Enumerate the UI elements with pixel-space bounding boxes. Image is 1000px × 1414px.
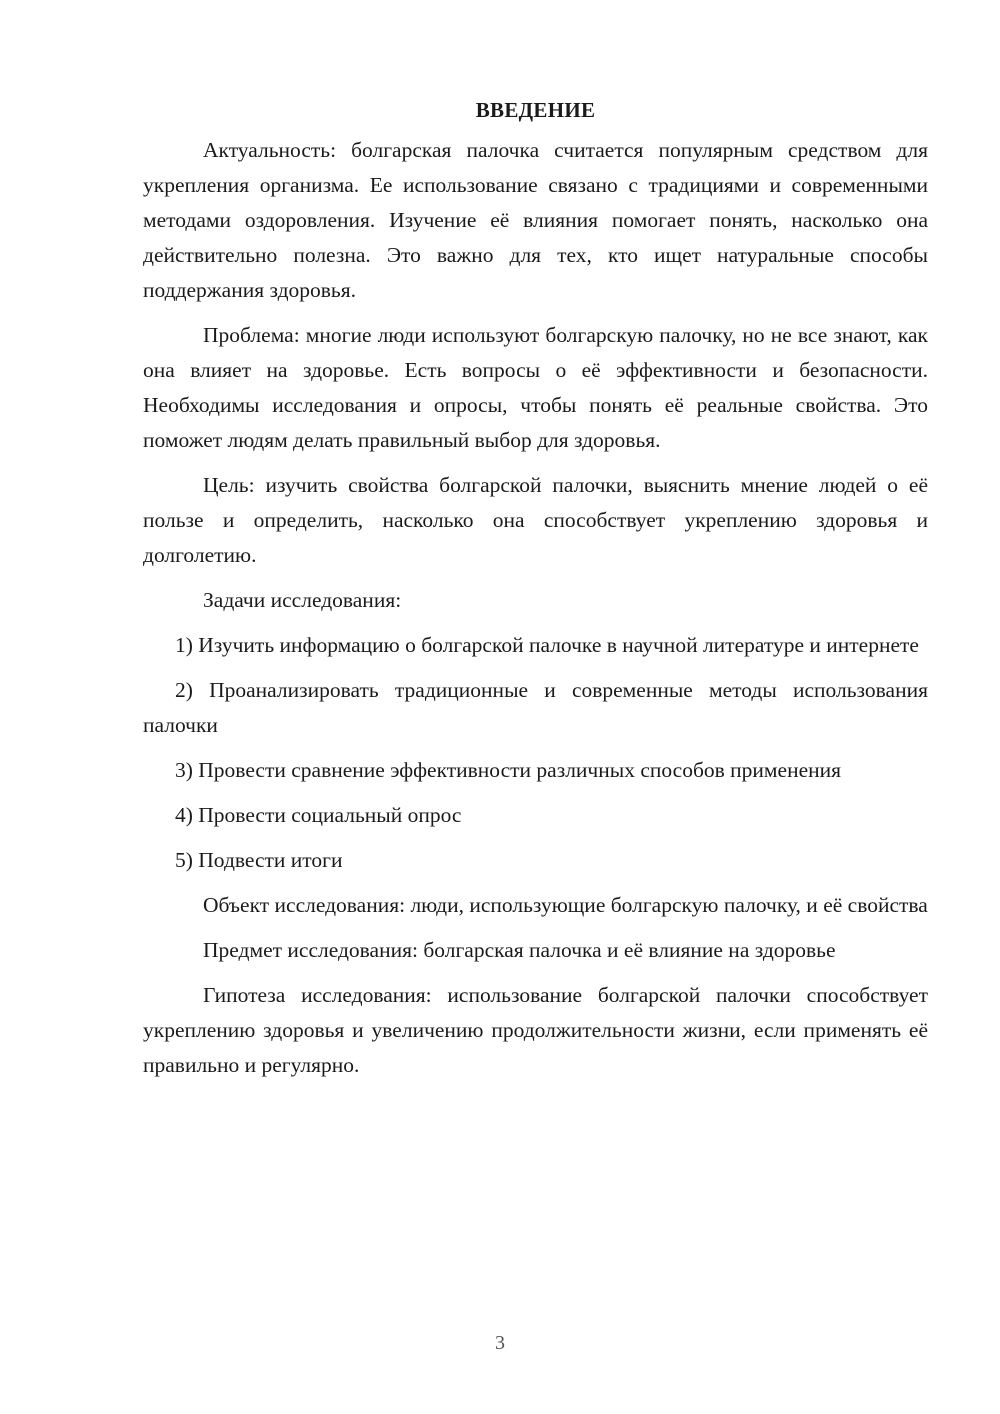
task-item: 5) Подвести итоги <box>175 848 343 872</box>
page-content <box>143 95 928 1093</box>
actuality-paragraph: Актуальность: болгарская палочка считается популярным средством для укрепления организма. Ее использование связано с традициями и современными методами оздоровления. Изучение её влияния помогает понять, насколько она действительно полезна. Это важно для тех, кто ищет натуральные способы поддержания здоровья. <box>143 138 928 302</box>
goal-paragraph: Цель: изучить свойства болгарской палочки, выяснить мнение людей о её пользе и определить, насколько она способствует укреплению здоровья и долголетию. <box>143 473 928 567</box>
subject-paragraph: Предмет исследования: болгарская палочка и её влияние на здоровье <box>203 938 836 962</box>
task-item: 1) Изучить информацию о болгарской палочке в научной литературе и интернете <box>175 633 919 657</box>
tasks-label: Задачи исследования: <box>203 588 402 612</box>
tasks-list <box>143 628 928 878</box>
section-title: ВВЕДЕНИЕ <box>475 98 596 122</box>
task-item: 2) Проанализировать традиционные и современные методы использования палочки <box>143 678 928 737</box>
object-paragraph: Объект исследования: люди, использующие болгарскую палочку, и её свойства <box>203 893 928 917</box>
problem-paragraph: Проблема: многие люди используют болгарскую палочку, но не все знают, как она влияет на здоровье. Есть вопросы о её эффективности и безопасности. Необходимы исследования и опросы, чтобы понять её реальные свойства. Это поможет людям делать правильный выбор для здоровья. <box>143 323 928 452</box>
hypothesis-paragraph: Гипотеза исследования: использование болгарской палочки способствует укреплению здоровья и увеличению продолжительности жизни, если применять её правильно и регулярно. <box>143 983 928 1077</box>
page-number: 3 <box>495 1332 505 1354</box>
task-item: 4) Провести социальный опрос <box>175 803 462 827</box>
task-item: 3) Провести сравнение эффективности различных способов применения <box>175 758 842 782</box>
